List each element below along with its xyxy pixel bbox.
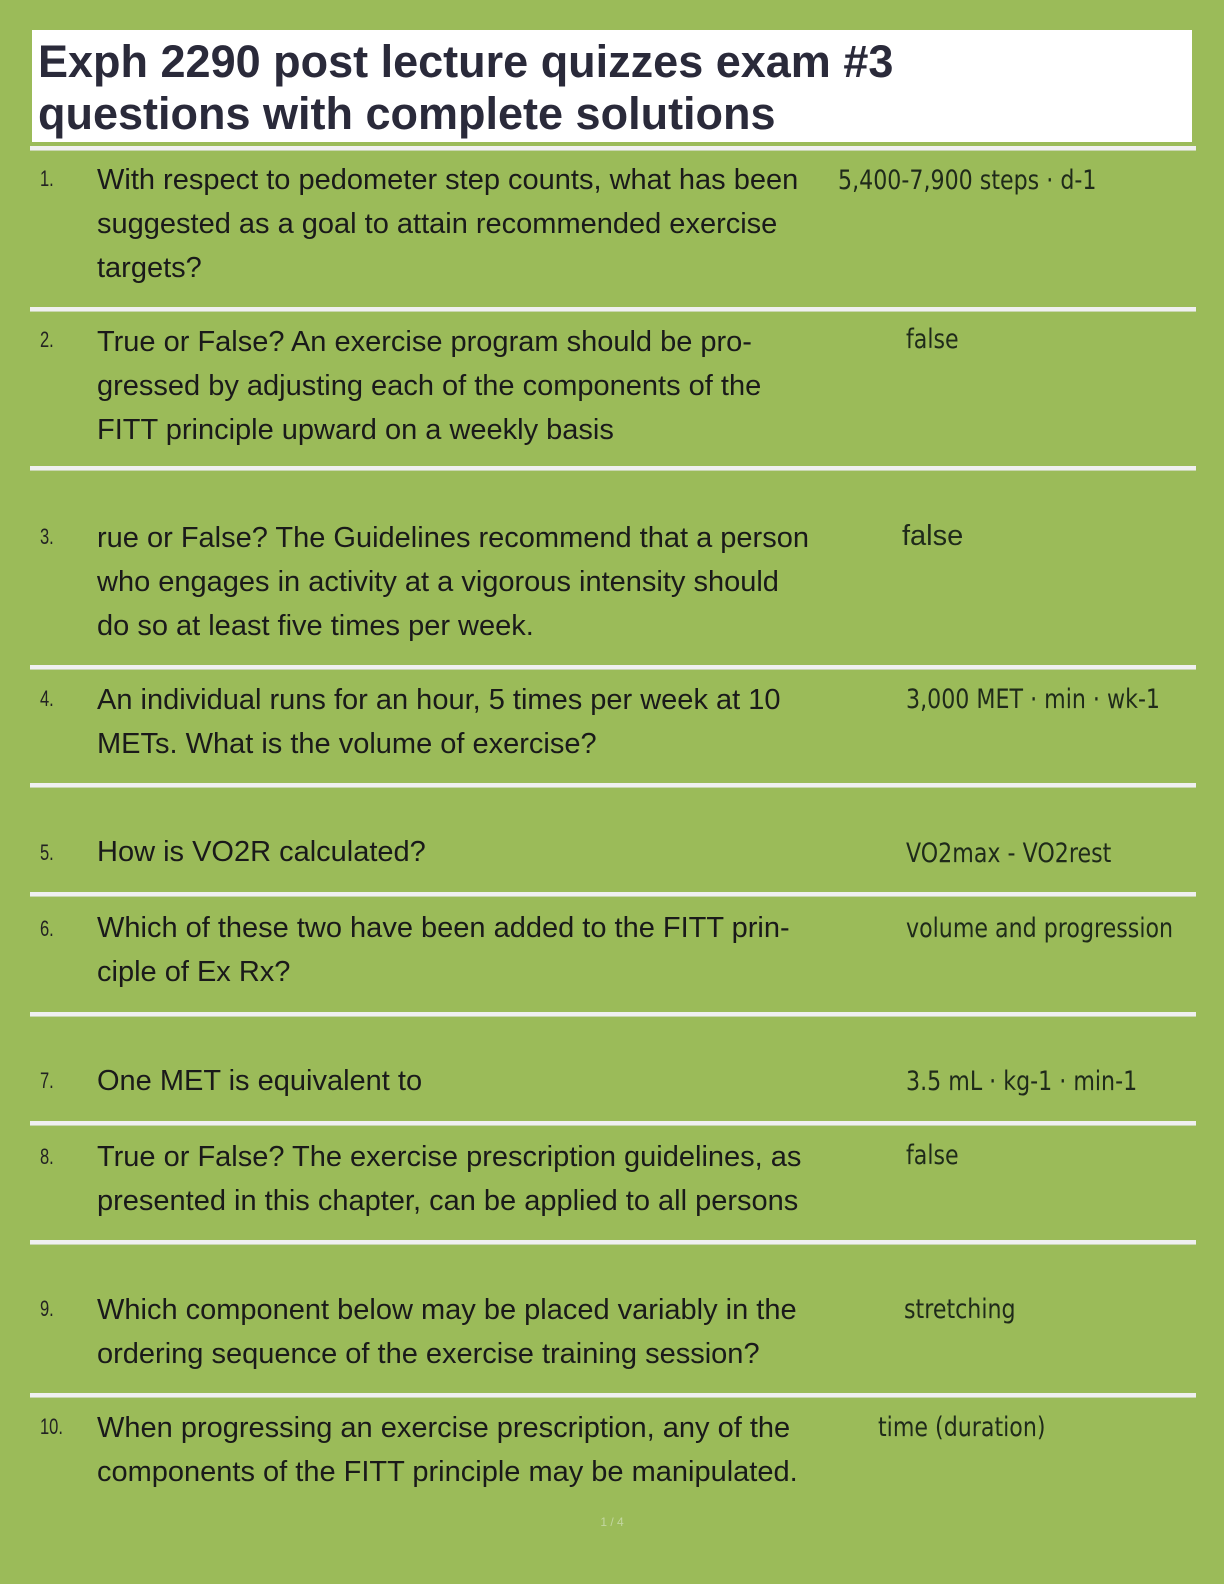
answer: stretching <box>904 1294 1016 1325</box>
question-line: With respect to pedometer step counts, what has been <box>97 164 799 196</box>
question-text <box>97 158 897 290</box>
answer: 5,400-7,900 steps · d-1 <box>838 165 1097 196</box>
question-line: gressed by adjusting each of the components of the <box>97 370 762 402</box>
question-text <box>97 906 897 994</box>
divider <box>30 146 1196 150</box>
question-number: 9. <box>40 1296 54 1321</box>
answer: time (duration) <box>878 1412 1046 1443</box>
answer: false <box>902 520 964 552</box>
question-line: presented in this chapter, can be applied to all persons <box>97 1185 799 1217</box>
page-title-line-2: questions with complete solutions <box>38 88 776 139</box>
question-text <box>97 1135 897 1223</box>
question-text <box>97 830 897 874</box>
question-line: do so at least five times per week. <box>97 610 534 642</box>
question-number: 4. <box>40 686 54 711</box>
answer: volume and progression <box>906 913 1174 944</box>
question-number: 5. <box>40 840 54 865</box>
question-line: True or False? The exercise prescription guidelines, as <box>97 1141 802 1173</box>
divider <box>30 892 1196 896</box>
question-line: rue or False? The Guidelines recommend that a person <box>97 522 809 554</box>
answer: false <box>906 1140 959 1171</box>
question-text <box>97 1406 897 1494</box>
question-line: who engages in activity at a vigorous intensity should <box>97 566 779 598</box>
question-number: 8. <box>40 1144 54 1169</box>
divider <box>30 1240 1196 1244</box>
question-line: targets? <box>97 252 202 284</box>
question-line: FITT principle upward on a weekly basis <box>97 414 614 446</box>
question-line: How is VO2R calculated? <box>97 836 426 868</box>
question-text <box>97 320 897 452</box>
divider <box>30 1121 1196 1125</box>
page-title-line-1: Exph 2290 post lecture quizzes exam #3 <box>38 36 894 87</box>
question-line: suggested as a goal to attain recommended exercise <box>97 208 778 240</box>
answer: 3,000 MET · min · wk-1 <box>906 684 1161 715</box>
answer: VO2max - VO2rest <box>906 838 1112 869</box>
page-number: 1 / 4 <box>600 1515 624 1529</box>
question-line: Which of these two have been added to the FITT prin- <box>97 912 790 944</box>
question-number: 3. <box>40 524 54 549</box>
question-text <box>97 1288 897 1376</box>
question-number: 10. <box>40 1414 63 1439</box>
question-line: True or False? An exercise program should be pro- <box>97 326 752 358</box>
question-line: ordering sequence of the exercise training session? <box>97 1338 760 1370</box>
question-line: When progressing an exercise prescription, any of the <box>97 1412 791 1444</box>
question-text <box>97 516 897 648</box>
question-line: METs. What is the volume of exercise? <box>97 728 597 760</box>
question-number: 6. <box>40 916 54 941</box>
question-line: An individual runs for an hour, 5 times per week at 10 <box>97 684 781 716</box>
question-line: components of the FITT principle may be manipulated. <box>97 1456 798 1488</box>
divider <box>30 665 1196 669</box>
title-box <box>32 30 1192 142</box>
divider <box>30 1012 1196 1016</box>
question-line: ciple of Ex Rx? <box>97 956 291 988</box>
divider <box>30 307 1196 311</box>
question-line: One MET is equivalent to <box>97 1065 423 1097</box>
divider <box>30 466 1196 470</box>
question-line: Which component below may be placed variably in the <box>97 1294 797 1326</box>
question-number: 7. <box>40 1068 54 1093</box>
divider <box>30 783 1196 787</box>
question-text <box>97 1059 897 1103</box>
divider <box>30 1393 1196 1397</box>
answer: false <box>906 324 959 355</box>
question-number: 1. <box>40 166 54 191</box>
answer: 3.5 mL · kg-1 · min-1 <box>906 1066 1138 1097</box>
question-text <box>97 678 897 766</box>
question-number: 2. <box>40 327 54 352</box>
